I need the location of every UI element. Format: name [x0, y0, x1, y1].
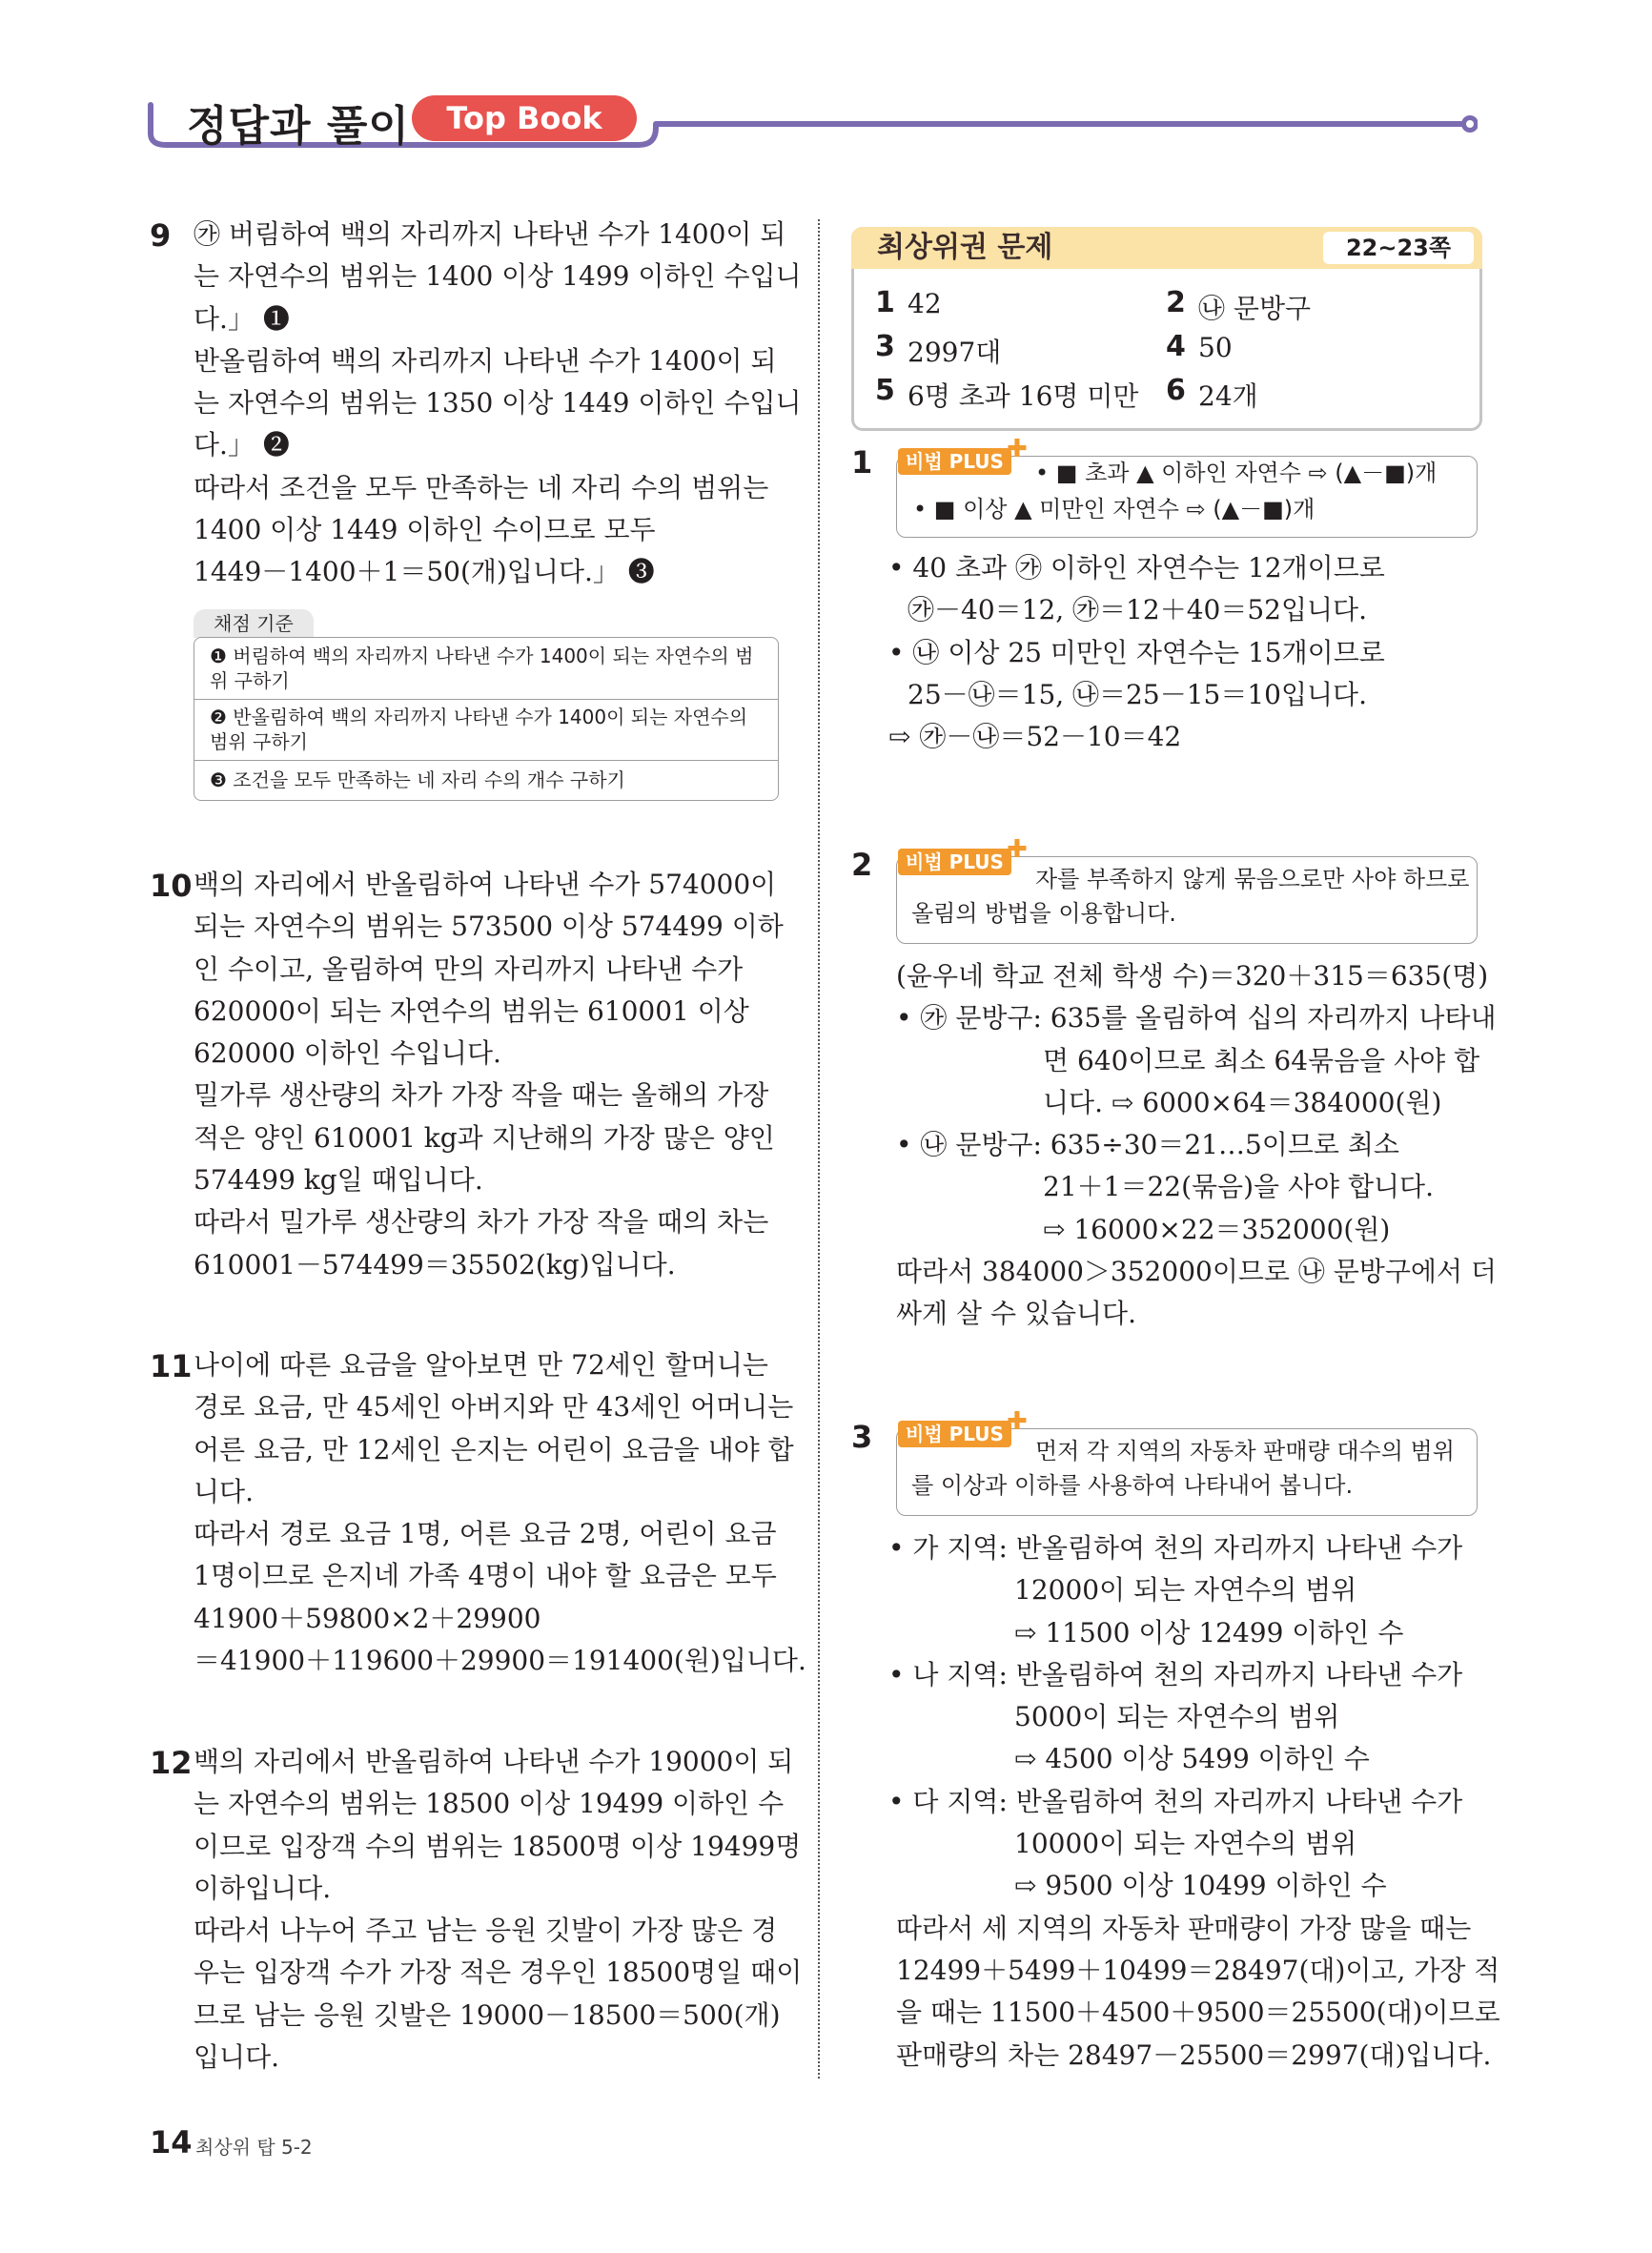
answer-value: 6명 초과 16명 미만	[908, 380, 1139, 412]
question-10-text	[194, 864, 784, 1286]
text-line: 적은 양인 610001 kg과 지난해의 가장 많은 양인	[194, 1121, 775, 1154]
solution-2-text	[896, 955, 1497, 1336]
text-line: ⇨ 16000×22＝352000(원)	[1043, 1213, 1391, 1245]
text-line: 싸게 살 수 있습니다.	[896, 1298, 1136, 1330]
text-line: 따라서 밀가루 생산량의 차가 가장 작을 때의 차는	[194, 1206, 769, 1239]
solution-1-number: 1	[851, 444, 873, 481]
text-line: 므로 남는 응원 깃발은 19000－18500＝500(개)	[194, 1998, 781, 2031]
question-12-number: 12	[150, 1745, 193, 1781]
text-line: 따라서 세 지역의 자동차 판매량이 가장 많을 때는	[896, 1912, 1472, 1944]
answer-value: 50	[1198, 332, 1233, 363]
question-9-text	[194, 214, 802, 594]
question-11-text	[194, 1344, 806, 1682]
text-line: 1449－1400＋1＝50(개)입니다.」 ❸	[194, 556, 655, 588]
text-line: 입니다.	[194, 2041, 280, 2074]
tip-label: 비법 PLUS	[898, 1421, 1011, 1447]
text-line: 21＋1＝22(묶음)을 사야 합니다.	[1043, 1171, 1435, 1203]
text-line: ⇨ 4500 이상 5499 이하인 수	[1014, 1743, 1370, 1775]
tip-label: 비법 PLUS	[898, 448, 1011, 475]
tip-line: 올림의 방법을 이용합니다.	[911, 900, 1176, 927]
text-line: 620000 이하인 수입니다.	[194, 1037, 501, 1070]
answer-number: 4	[1166, 330, 1186, 363]
text-line: 5000이 되는 자연수의 범위	[1014, 1701, 1340, 1733]
text-line: • ㉮ 문방구: 635를 올림하여 십의 자리까지 나타내	[896, 1002, 1497, 1034]
text-line: 12000이 되는 자연수의 범위	[1014, 1574, 1357, 1607]
text-line: 다.」 ❷	[194, 429, 290, 461]
question-9-number: 9	[150, 217, 172, 254]
text-line: 백의 자리에서 반올림하여 나타낸 수가 574000이	[194, 869, 777, 900]
text-line: 610001－574499＝35502(kg)입니다.	[194, 1248, 676, 1280]
column-divider	[818, 219, 820, 2079]
tip-line: 자를 부족하지 않게 묶음으로만 사야 하므로	[1035, 866, 1470, 892]
text-line: ＝41900＋119600＋29900＝191400(원)입니다.	[194, 1645, 806, 1677]
page-number: 14	[150, 2124, 193, 2161]
solution-1-text	[888, 547, 1479, 758]
text-line: 따라서 나누어 주고 남는 응원 깃발이 가장 많은 경	[194, 1915, 778, 1947]
text-line: 1명이므로 은지네 가족 4명이 내야 할 요금은 모두	[194, 1560, 777, 1592]
text-line: 다.」 ❶	[194, 302, 290, 335]
text-line: 밀가루 생산량의 차가 가장 작을 때는 올해의 가장	[194, 1079, 769, 1112]
text-line: • 다 지역: 반올림하여 천의 자리까지 나타낸 수가	[888, 1785, 1463, 1817]
answer-value: 42	[908, 288, 942, 319]
plus-icon: ✚	[1007, 435, 1028, 463]
text-line: 는 자연수의 범위는 18500 이상 19499 이하인 수	[194, 1788, 785, 1820]
text-line: 을 때는 11500＋4500＋9500＝25500(대)이므로	[896, 1997, 1500, 2029]
text-line: (윤우네 학교 전체 학생 수)＝320＋315＝635(명)	[896, 960, 1489, 992]
text-line: 10000이 되는 자연수의 범위	[1014, 1828, 1357, 1860]
divider	[194, 699, 778, 700]
text-line: 25－㉯＝15, ㉯＝25－15＝10입니다.	[908, 678, 1367, 710]
answer-value: 24개	[1198, 380, 1258, 412]
tip-line: 먼저 각 지역의 자동차 판매량 대수의 범위	[1035, 1438, 1455, 1464]
solution-3-number: 3	[851, 1419, 873, 1455]
answer-summary-title: 최상위권 문제	[877, 231, 1053, 264]
text-line: ⇨ ㉮－㉯＝52－10＝42	[888, 721, 1182, 753]
grading-item-3: ❸ 조건을 모두 만족하는 네 자리 수의 개수 구하기	[210, 768, 625, 791]
text-line: 백의 자리에서 반올림하여 나타낸 수가 19000이 되	[194, 1746, 794, 1777]
text-line: 반올림하여 백의 자리까지 나타낸 수가 1400이 되	[194, 344, 777, 377]
answer-value: 2997대	[908, 337, 1002, 368]
text-line: 는 자연수의 범위는 1350 이상 1449 이하인 수입니	[194, 387, 802, 420]
text-line: 따라서 경로 요금 1명, 어른 요금 2명, 어린이 요금	[194, 1518, 777, 1550]
text-line: 판매량의 차는 28497－25500＝2997(대)입니다.	[896, 2038, 1492, 2071]
tip-line: • ■ 초과 ▲ 이하인 자연수 ⇨ (▲－■)개	[1035, 460, 1438, 486]
book-title: 최상위 탑 5-2	[195, 2136, 313, 2159]
grading-item-1: ❶ 버림하여 백의 자리까지 나타낸 수가 1400이 되는 자연수의 범위 구하기	[210, 645, 754, 692]
text-line: 어른 요금, 만 12세인 은지는 어린이 요금을 내야 합	[194, 1433, 794, 1465]
text-line: 니다.	[194, 1475, 254, 1507]
text-line: 620000이 되는 자연수의 범위는 610001 이상	[194, 994, 749, 1027]
plus-icon: ✚	[1007, 1407, 1028, 1436]
grading-criteria-title: 채점 기준	[194, 609, 314, 638]
divider	[194, 760, 778, 761]
text-line: ㉮－40＝12, ㉮＝12＋40＝52입니다.	[908, 594, 1367, 626]
solution-3-text	[888, 1527, 1500, 2077]
page-title: 정답과 풀이	[187, 102, 410, 151]
text-line: 인 수이고, 올림하여 만의 자리까지 나타낸 수가	[194, 952, 744, 985]
text-line: • ㉯ 이상 25 미만인 자연수는 15개이므로	[888, 636, 1385, 668]
text-line: 는 자연수의 범위는 1400 이상 1499 이하인 수입니	[194, 260, 802, 293]
text-line: 우는 입장객 수가 가장 적은 경우인 18500명일 때이	[194, 1956, 803, 1989]
text-line: 면 640이므로 최소 64묶음을 사야 합	[1043, 1044, 1480, 1076]
text-line: 41900＋59800×2＋29900	[194, 1602, 541, 1634]
answer-number: 2	[1166, 286, 1186, 319]
text-line: 경로 요금, 만 45세인 아버지와 만 43세인 어머니는	[194, 1391, 794, 1423]
text-line: • 40 초과 ㉮ 이하인 자연수는 12개이므로	[888, 552, 1385, 584]
solution-2-number: 2	[851, 847, 873, 883]
text-line: ㉮ 버림하여 백의 자리까지 나타낸 수가 1400이 되	[194, 218, 786, 250]
question-11-number: 11	[150, 1348, 193, 1384]
text-line: 따라서 384000＞352000이므로 ㉯ 문방구에서 더	[896, 1256, 1497, 1288]
answer-number: 6	[1166, 374, 1186, 407]
grading-item-2: ❷ 반올림하여 백의 자리까지 나타낸 수가 1400이 되는 자연수의 범위 구하기	[210, 706, 748, 753]
tip-line: • ■ 이상 ▲ 미만인 자연수 ⇨ (▲－■)개	[913, 496, 1315, 522]
answer-number: 1	[875, 286, 895, 319]
text-line: • 나 지역: 반올림하여 천의 자리까지 나타낸 수가	[888, 1658, 1463, 1690]
text-line: ⇨ 9500 이상 10499 이하인 수	[1014, 1870, 1387, 1902]
tip-line: 를 이상과 이하를 사용하여 나타내어 봅니다.	[911, 1472, 1354, 1499]
question-12-text	[194, 1741, 803, 2079]
answer-number: 5	[875, 374, 895, 407]
text-line: ⇨ 11500 이상 12499 이하인 수	[1014, 1616, 1404, 1649]
question-10-number: 10	[150, 868, 193, 904]
text-line: 따라서 조건을 모두 만족하는 네 자리 수의 범위는	[194, 471, 769, 503]
answer-number: 3	[875, 330, 895, 363]
text-line: 이하입니다.	[194, 1872, 332, 1904]
text-line: 되는 자연수의 범위는 573500 이상 574499 이하	[194, 911, 784, 943]
text-line: 1400 이상 1449 이하인 수이므로 모두	[194, 514, 656, 546]
text-line: 12499＋5499＋10499＝28497(대)이고, 가장 적	[896, 1954, 1500, 1986]
text-line: • 가 지역: 반올림하여 천의 자리까지 나타낸 수가	[888, 1532, 1463, 1564]
text-line: • ㉯ 문방구: 635÷30＝21…5이므로 최소	[896, 1129, 1399, 1161]
plus-icon: ✚	[1007, 835, 1028, 864]
answer-summary-pages: 22~23쪽	[1323, 232, 1474, 264]
text-line: 니다. ⇨ 6000×64＝384000(원)	[1043, 1086, 1442, 1118]
text-line: 574499 kg일 때입니다.	[194, 1164, 483, 1197]
answer-value: ㉯ 문방구	[1198, 293, 1312, 324]
grading-criteria-box	[194, 637, 779, 801]
tip-label: 비법 PLUS	[898, 849, 1011, 875]
text-line: 나이에 따른 요금을 알아보면 만 72세인 할머니는	[194, 1349, 768, 1381]
top-book-badge: Top Book	[412, 95, 637, 141]
text-line: 이므로 입장객 수의 범위는 18500명 이상 19499명	[194, 1830, 802, 1862]
